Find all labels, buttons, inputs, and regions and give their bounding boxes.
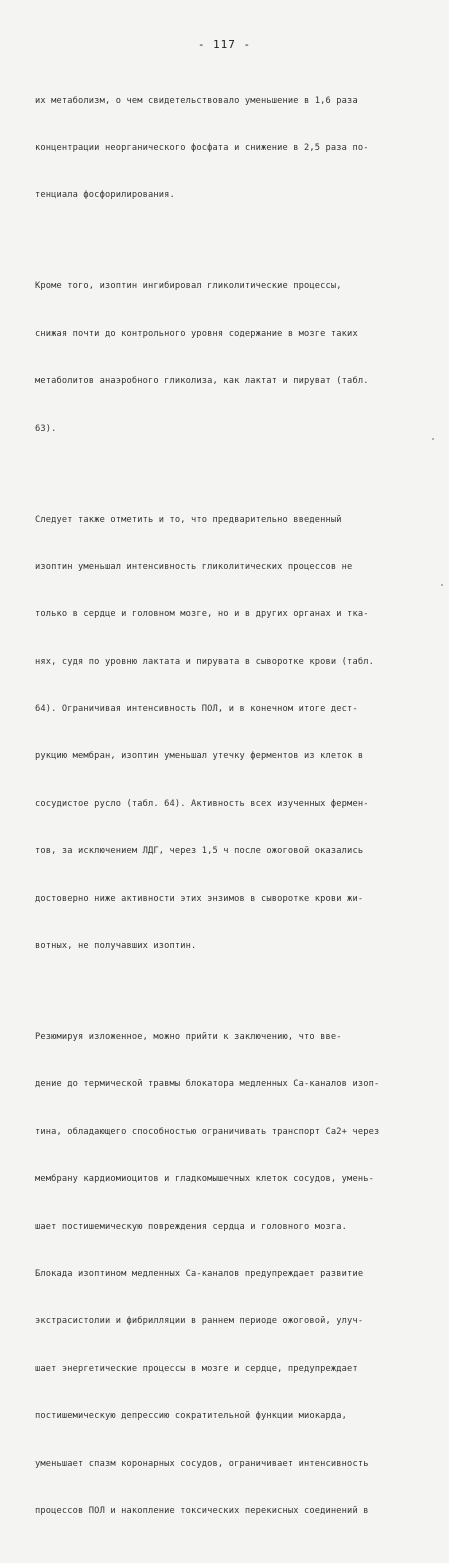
paragraph-4 (35, 998, 415, 1551)
text-line: изоптин уменьшал интенсивность гликолитических процессов не (35, 561, 353, 572)
text-line: процессов ПОЛ и накопление токсических перекисных соединений в (35, 1505, 369, 1516)
text-line: шает энергетические процессы в мозге и сердце, предупреждает (35, 1363, 358, 1374)
text-line: 64). Ограничивая интенсивность ПОЛ, и в конечном итоге дест- (35, 704, 358, 715)
page-number: - 117 - (197, 38, 252, 51)
text-line: достоверно ниже активности этих энзимов в сыворотке крови жи- (35, 893, 364, 904)
paragraph-2 (35, 248, 415, 469)
paragraph-1 (35, 62, 415, 236)
text-line: Следует также отметить и то, что предварительно введенный (35, 514, 342, 525)
text-line: нях, судя по уровню лактата и пирувата в сыворотке крови (табл. (35, 656, 374, 667)
text-line: только в сердце и головном мозге, но и в других органах и тка- (35, 609, 369, 620)
text-line: мембрану кардиомиоцитов и гладкомышечных клеток сосудов, умень- (35, 1174, 374, 1185)
text-line: концентрации неорганического фосфата и снижение в 2,5 раза по- (35, 142, 369, 153)
text-line: 63). (35, 423, 57, 434)
text-line: снижая почти до контрольного уровня содержание в мозге таких (35, 328, 358, 339)
text-line: Блокада изоптином медленных Са-каналов предупреждает развитие (35, 1268, 364, 1279)
text-line: тов, за исключением ЛДГ, через 1,5 ч после ожоговой оказались (35, 846, 364, 857)
text-line: метаболитов анаэробного гликолиза, как лактат и пируват (табл. (35, 376, 369, 387)
scan-speck (441, 584, 443, 586)
text-line: шает постишемическую повреждения сердца и головного мозга. (35, 1221, 348, 1232)
paragraph-3 (35, 481, 415, 987)
text-line: постишемическую депрессию сократительной функции миокарда, (35, 1411, 348, 1422)
text-line: Резюмируя изложенное, можно прийти к заключению, что вве- (35, 1032, 342, 1043)
text-line: их метаболизм, о чем свидетельствовало уменьшение в 1,6 раза (35, 95, 358, 106)
text-line: экстрасистолии и фибрилляции в раннем периоде ожоговой, улуч- (35, 1316, 364, 1327)
text-line: рукцию мембран, изоптин уменьшал утечку ферментов из клеток в (35, 751, 364, 762)
text-line: тенциала фосфорилирования. (35, 190, 175, 201)
scan-speck (432, 438, 434, 440)
text-line: сосудистое русло (табл. 64). Активность всех изученных фермен- (35, 798, 369, 809)
text-line: Кроме того, изоптин ингибировал гликолитические процессы, (35, 281, 342, 292)
body-text (35, 62, 415, 1563)
text-line: уменьшает спазм коронарных сосудов, ограничивает интенсивность (35, 1458, 369, 1469)
text-line: тина, обладающего способностью ограничивать транспорт Са2+ через (35, 1126, 380, 1137)
text-line: дение до термической травмы блокатора медленных Са-каналов изоп- (35, 1079, 380, 1090)
text-line: вотных, не получавших изоптин. (35, 941, 197, 952)
